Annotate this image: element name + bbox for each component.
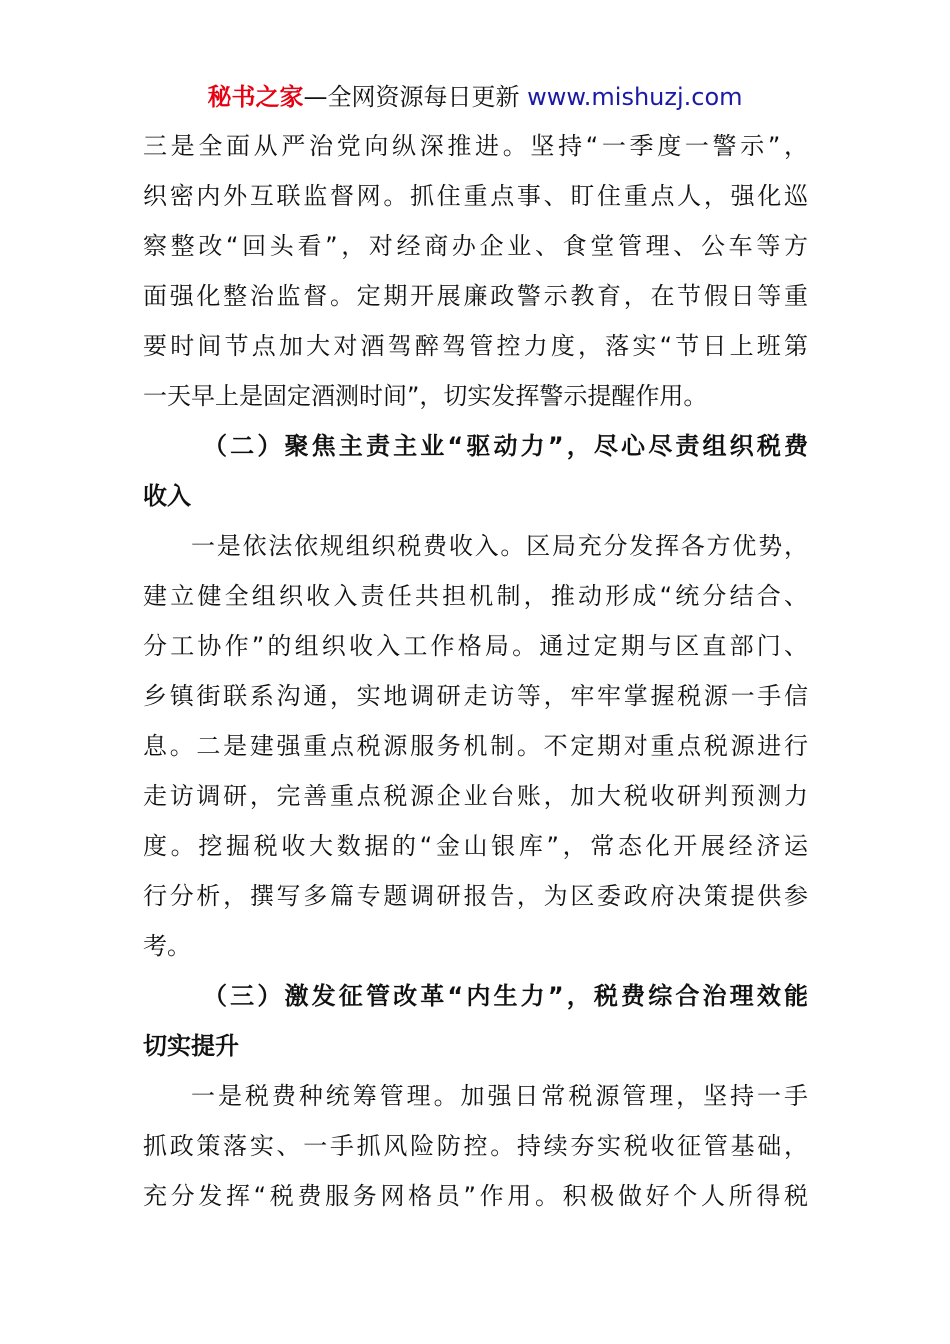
text-line: 充分发挥“税费服务网格员”作用。积极做好个人所得税: [143, 1182, 808, 1210]
document-body: [143, 121, 808, 1221]
text-line: 一是依法依规组织税费收入。区局充分发挥各方优势，: [191, 532, 808, 560]
text-line: 织密内外互联监督网。抓住重点事、盯住重点人，强化巡: [143, 182, 808, 210]
text-line: 面强化整治监督。定期开展廉政警示教育，在节假日等重: [143, 282, 808, 310]
text-line: 一是税费种统筹管理。加强日常税源管理，坚持一手: [191, 1082, 808, 1110]
text-line: 行分析，撰写多篇专题调研报告，为区委政府决策提供参: [143, 882, 808, 910]
watermark-header: [0, 80, 950, 114]
text-line: 要时间节点加大对酒驾醉驾管控力度，落实“节日上班第: [143, 332, 808, 360]
text-line: 察整改“回头看”，对经商办企业、食堂管理、公车等方: [143, 232, 808, 260]
text-line: 度。挖掘税收大数据的“金山银库”，常态化开展经济运: [143, 832, 808, 860]
header-url[interactable]: www.mishuzj.com: [527, 83, 743, 111]
text-line: 一天早上是固定酒测时间”，切实发挥警示提醒作用。: [143, 382, 708, 410]
paragraph: [143, 1071, 808, 1221]
text-line: 走访调研，完善重点税源企业台账，加大税收研判预测力: [143, 782, 808, 810]
paragraph: [143, 521, 808, 971]
heading-line: 收入: [143, 482, 191, 510]
text-line: 分工协作”的组织收入工作格局。通过定期与区直部门、: [143, 632, 808, 660]
header-slogan: —全网资源每日更新: [303, 83, 520, 111]
section-heading: [143, 421, 808, 521]
heading-line: （三）激发征管改革“内生力”，税费综合治理效能: [203, 982, 808, 1010]
text-line: 乡镇街联系沟通，实地调研走访等，牢牢掌握税源一手信: [143, 682, 808, 710]
section-heading: [143, 971, 808, 1071]
text-line: 建立健全组织收入责任共担机制，推动形成“统分结合、: [143, 582, 808, 610]
text-line: 息。二是建强重点税源服务机制。不定期对重点税源进行: [143, 732, 808, 760]
text-line: 抓政策落实、一手抓风险防控。持续夯实税收征管基础，: [143, 1132, 808, 1160]
header-brand: 秘书之家: [207, 83, 304, 111]
text-line: 三是全面从严治党向纵深推进。坚持“一季度一警示”，: [143, 132, 808, 160]
heading-line: 切实提升: [143, 1032, 239, 1060]
paragraph: [143, 121, 808, 421]
heading-line: （二）聚焦主责主业“驱动力”，尽心尽责组织税费: [203, 432, 808, 460]
text-line: 考。: [143, 932, 191, 960]
